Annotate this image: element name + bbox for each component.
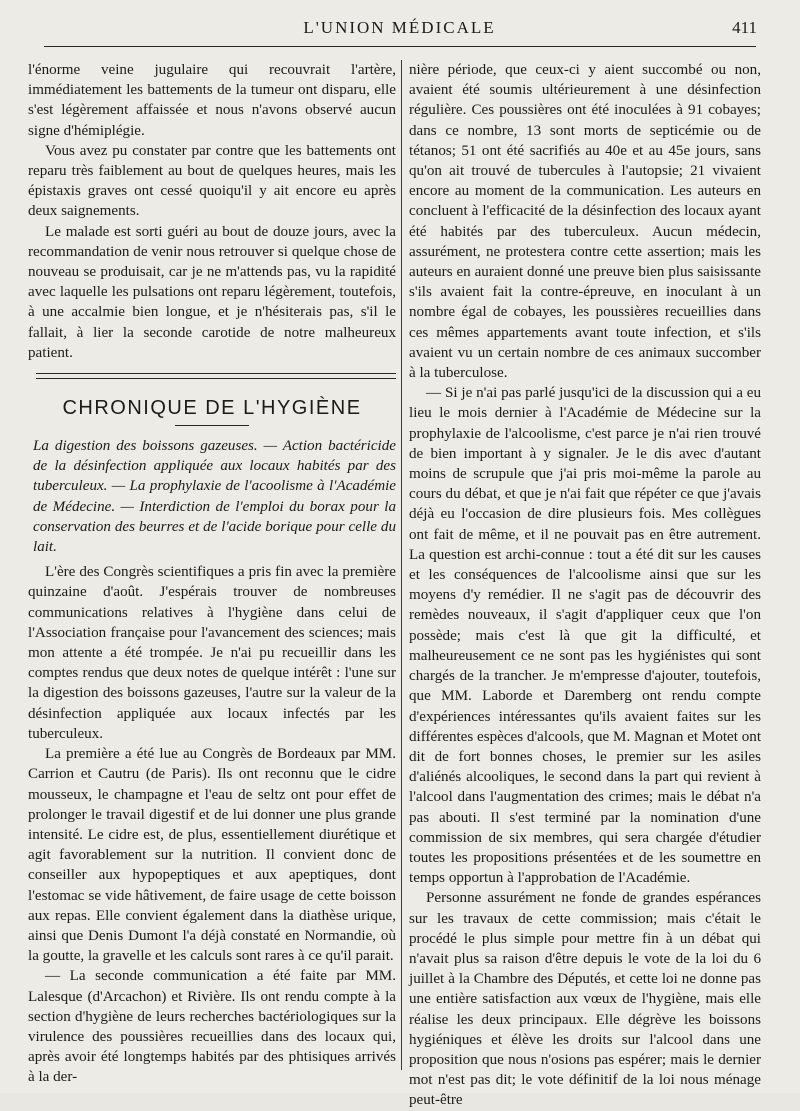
paragraph: Vous avez pu constater par contre que les battements ont reparu très faiblement au bout de quelques heures, mais les épistaxis graves ont cessé quoiqu'il y ait encore eu après deux saignements. [28,142,396,220]
paragraph: Le malade est sorti guéri au bout de douze jours, avec la recommandation de venir nous retrouver si quelque chose de nouveau se produisait, car je ne m'attends pas, vu la rapidité avec laquelle les pulsations ont reparu légèrement, toutefois, à une accalmie bien longue, et je n'hésiterais pas, s'il le fallait, à lier la seconde carotide de notre malheureux patient. [28,223,396,361]
left-column [28,60,396,1088]
column-divider [401,60,402,1070]
paragraph: — La seconde communication a été faite par MM. Lalesque (d'Arcachon) et Rivière. Ils ont rendu compte à la section d'hygiène de leurs recherches bactériologiques sur la virulence des poussières recueillies dans des locaux qui, après avoir été longtemps habités par des phtisiques arrivés à la der- [28,968,396,1086]
page-number: 411 [732,18,757,37]
paragraph: — Si je n'ai pas parlé jusqu'ici de la discussion qui a eu lieu le mois dernier à l'Académie de Médecine sur la prophylaxie de l'alcoolisme, c'est parce je n'ai rien trouvé de bien important à y signaler. Je le dis avec d'autant moins de scrupule que j'ai pris moi-même la parole au cours du débat, et que je n'ai fait que répéter ce que j'avais déjà eu l'occasion de dire plusieurs fois. Mes collègues ont fait de même, et il ne pouvait pas en être autrement. La question est archi-connue : tout a été dit sur les causes et les conséquences de l'alcoolisme ainsi que sur les moyens d'y remédier. Il ne s'agit pas de découvrir des remèdes nouveaux, il s'agit d'appliquer ceux que l'on possède; mais c'est là que git la difficulté, et malheureusement ce ne sont pas les hygiénistes qui sont chargés de la trancher. Je m'empresse d'ajouter, toutefois, que MM. Laborde et Daremberg ont rendu compte d'expériences intéressantes qu'ils avaient faites sur les différentes espèces d'alcools, que M. Magnan et Motet ont dit de fort bonnes choses, le premier sur les asiles d'aliénés alcooliques, le second dans la part qui revient à l'alcool dans l'augmentation des crimes; mais le débat n'a pas abouti. Il s'est terminé par la nomination d'une commission de six membres, qui sera chargée d'étudier toutes les propositions présentées et de les soumettre en temps opportun à l'approbation de l'Académie. [409,385,762,887]
running-title: L'UNION MÉDICALE [303,18,496,37]
header-rule [44,46,756,47]
page-header [42,18,757,42]
paragraph: L'ère des Congrès scientifiques a pris fin avec la première quinzaine d'août. J'espérais trouver de nombreuses communications relatives à l'hygiène dans celui de l'Association française pour l'avancement des sciences; mais mon attente a été trompée. Je n'ai pu recueillir dans les comptes rendus que deux notes de quelque intérêt : l'une sur la digestion des boissons gazeuses, l'autre sur la valeur de la désinfection appliquée aux locaux infectés par les tuberculeux. [28,564,396,742]
paragraph: nière période, que ceux-ci y aient succombé ou non, avaient été soumis ultérieurement à une désinfection régulière. Ces poussières ont été inoculées à 91 cobayes; dans ce nombre, 13 sont morts de septicémie ou de tétanos; 51 ont été sacrifiés au 40e et au 45e jours, sans qu'on ait trouvé de tubercules à l'autopsie; 21 vivaient encore au moment de la communication. Les auteurs en concluent à l'efficacité de la désinfection des locaux ayant été habités par des tuberculeux. Aucun médecin, assurément, ne protestera contre cette assertion; mais les auteurs en auraient donné une preuve bien plus saisissante s'ils avaient fait la contre-épreuve, en inoculant à un nombre égal de cobayes, les poussières recueillies dans ces mêmes appartements avant toute infection, et s'ils avaient vu un certain nombre de ces animaux succomber à la tuberculose. [409,62,761,382]
title-underline [175,425,249,426]
paragraph: La première a été lue au Congrès de Bordeaux par MM. Carrion et Cautru (de Paris). Ils ont reconnu que le cidre mousseux, le champagne et l'eau de seltz ont pour effet de prolonger le travail digestif et de lui donner une plus grande intensité. Le cidre est, de plus, essentiellement diurétique et agit favorablement sur la nutrition. Il convient donc de conseiller aux hypopeptiques et aux apeptiques, dont l'estomac se vide hâtivement, de faire usage de cette boisson aux repas. Elle convient également dans la diathèse urique, ainsi que Denis Dumont l'a déjà constaté en Normandie, où la goutte, la gravelle et les calculs sont rares à ce qu'il parait. [28,746,396,965]
section-summary [28,436,396,557]
right-column [409,60,761,1111]
paragraph: l'énorme veine jugulaire qui recouvrait l'artère, immédiatement les battements de la tumeur ont disparu, elle s'est légèrement affaissée et nous n'avons observé aucun signe d'hémiplégie. [28,62,396,139]
section-divider [36,373,396,379]
paragraph: Personne assurément ne fonde de grandes espérances sur les travaux de cette commission; mais c'était le procédé le plus simple pour mettre fin à un débat qui n'avait plus sa raison d'être depuis le vote de la loi du 6 juillet à la Chambre des Députés, et cette loi ne donne pas une entière satisfaction aux vœux de l'hygiène, mais elle réalise les deux principaux. Elle dégrève les boissons hygiéniques et élève les droits sur l'alcool dans une proposition que nous n'osions pas espérer; mais le dernier mot n'est pas dit; le vote définitif de la loi nous ménage peut-être [409,890,761,1109]
section-title: CHRONIQUE DE L'HYGIÈNE [62,397,362,420]
summary-text: La digestion des boissons gazeuses. — Action bactéricide de la désinfection appliquée aux locaux habités par des tuberculeux. — La prophylaxie de l'acoolisme à l'Académie de Médecine. — Interdiction de l'emploi du borax pour la conservation des beurres et de l'acide borique pour celle du lait. [33,438,396,556]
